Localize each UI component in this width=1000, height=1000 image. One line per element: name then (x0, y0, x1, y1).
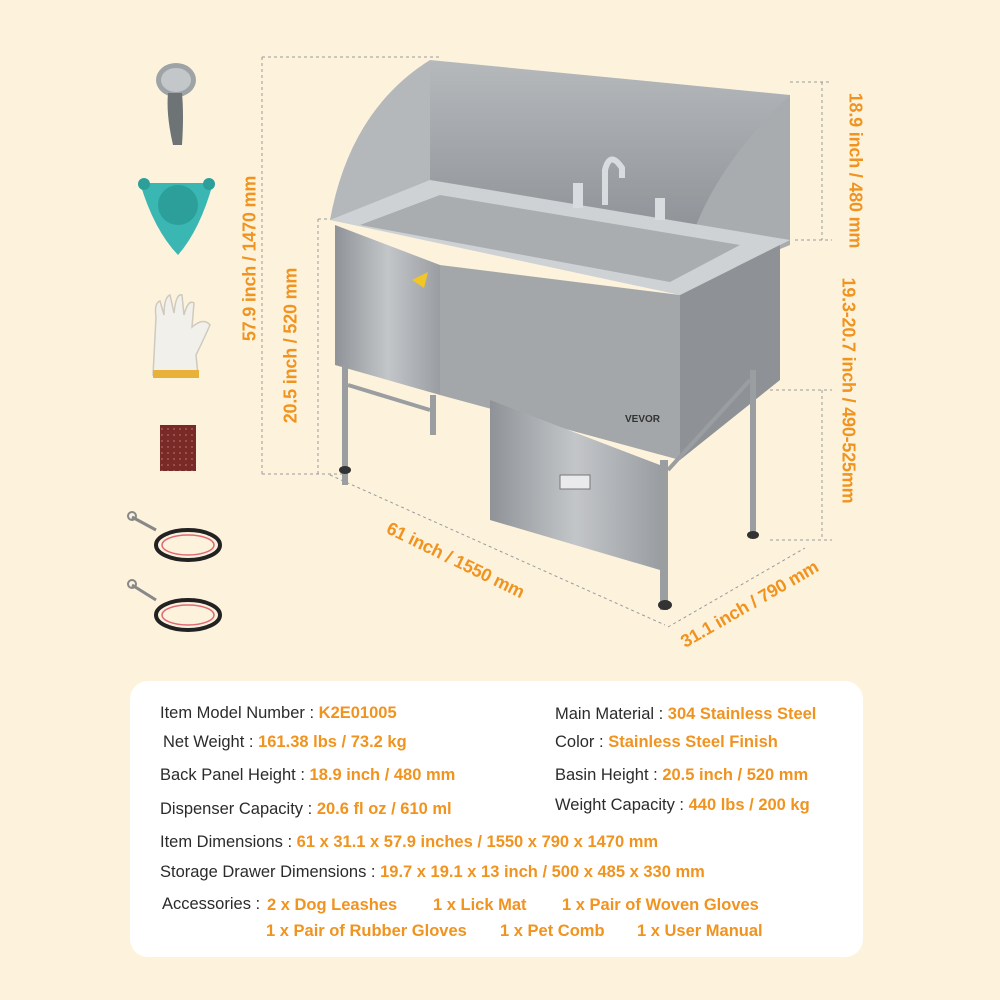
spec-value: 18.9 inch / 480 mm (309, 766, 456, 784)
accessory-item: 2 x Dog Leashes (267, 896, 398, 914)
spec-value: 61 x 31.1 x 57.9 inches / 1550 x 790 x 1470 mm (296, 833, 659, 851)
spec-label: Item Model Number : (160, 704, 315, 722)
side-height-label: 19.3-20.7 inch / 490-525mm (838, 277, 859, 504)
spec-weight (163, 733, 407, 752)
total-height-label: 57.9 inch / 1470 mm (239, 175, 260, 342)
spec-label: Main Material : (555, 705, 664, 723)
spec-color (555, 733, 778, 752)
width-label: 61 inch / 1550 mm (383, 518, 528, 603)
accessory-item: 1 x Pet Comb (500, 922, 605, 940)
spec-basin (555, 766, 808, 785)
spec-item-dimensions (160, 833, 658, 852)
spec-model (160, 704, 397, 723)
spec-label: Back Panel Height : (160, 766, 305, 784)
spec-dispenser (160, 800, 452, 819)
spec-label: Color : (555, 733, 604, 751)
grooming-tub-illustration (320, 50, 800, 630)
spec-label: Net Weight : (163, 733, 254, 751)
spec-value: K2E01005 (318, 704, 397, 722)
spec-label: Weight Capacity : (555, 796, 685, 814)
accessory-item: 1 x Pair of Woven Gloves (562, 896, 759, 914)
spec-value: 20.5 inch / 520 mm (662, 766, 809, 784)
brand-logo: VEVOR (625, 414, 661, 425)
spec-material (555, 705, 816, 724)
spec-capacity (555, 796, 810, 815)
depth-label: 31.1 inch / 790 mm (677, 556, 822, 652)
accessory-item: 1 x Pair of Rubber Gloves (266, 922, 467, 940)
spec-value: 440 lbs / 200 kg (688, 796, 810, 814)
spec-value: 19.7 x 19.1 x 13 inch / 500 x 485 x 330 mm (380, 863, 705, 881)
spec-accessories (162, 895, 260, 914)
spec-drawer-dimensions (160, 863, 705, 882)
spec-value: 161.38 lbs / 73.2 kg (258, 733, 407, 751)
spec-label: Item Dimensions : (160, 833, 293, 851)
spec-label: Basin Height : (555, 766, 658, 784)
spec-label: Dispenser Capacity : (160, 800, 313, 818)
spec-label: Accessories : (162, 895, 261, 913)
back-panel-height-label: 18.9 inch / 480 mm (845, 92, 866, 249)
spec-value: 304 Stainless Steel (667, 705, 817, 723)
spec-back-panel (160, 766, 455, 785)
spec-value: 20.6 fl oz / 610 ml (316, 800, 452, 818)
spec-value: Stainless Steel Finish (608, 733, 778, 751)
accessory-item: 1 x User Manual (637, 922, 763, 940)
spec-label: Storage Drawer Dimensions : (160, 863, 376, 881)
basin-height-label: 20.5 inch / 520 mm (280, 267, 301, 424)
accessory-item: 1 x Lick Mat (433, 896, 527, 914)
